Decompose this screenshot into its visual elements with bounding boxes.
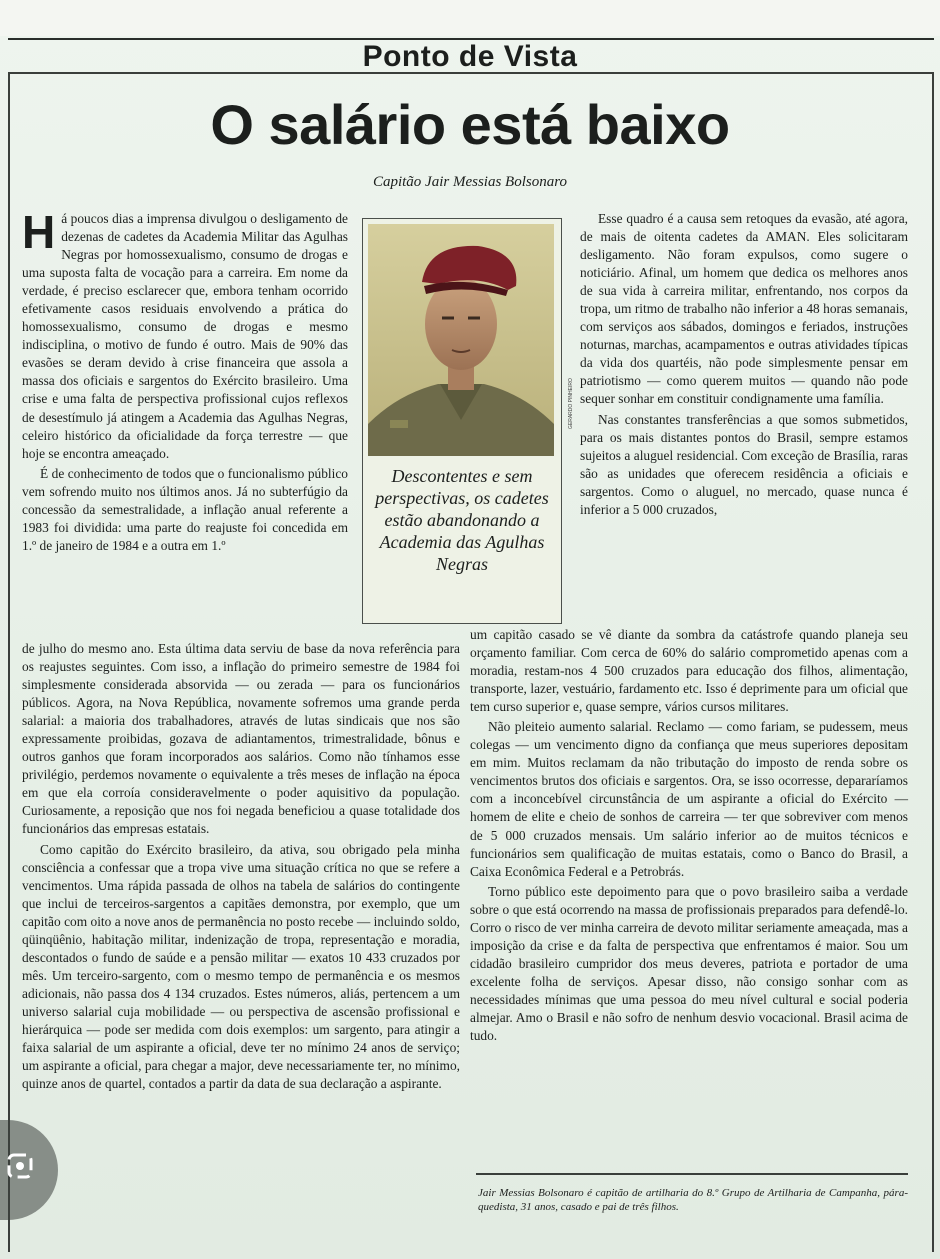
section-label: Ponto de Vista	[362, 40, 578, 73]
left-column	[22, 206, 348, 557]
paragraph-text: á poucos dias a imprensa divulgou o desligamento de dezenas de cadetes da Academia Militar das Agulhas Negras por homossexualismo, consumo de drogas e uma suposta falta de vocação para a carreira. Em nome da verdade, é preciso esclarecer que, embora tenham ocorrido efetivamente casos residuais envolvendo a prática do homossexualismo, consumo de drogas e mesmo indisciplina, o motivo de fundo é outro. Mais de 90% das evasões se deram devido à crise financeira que assola a massa dos oficiais e sargentos do Exército brasileiro. Uma crise e uma falta de perspectiva profissional cujos reflexos de desestímulo já atingem a Academia das Agulhas Negras, celeiro histórico da oficialidade da força terrestre — que hoje se encontra ameaçado.	[22, 211, 348, 461]
right-column	[580, 210, 908, 521]
photo-caption: Descontentes e sem perspectivas, os cadetes estão abandonando a Academia das Agulhas Negras	[375, 466, 549, 574]
photo-box	[362, 218, 562, 624]
share-lens-icon[interactable]	[4, 1150, 36, 1182]
paragraph: Esse quadro é a causa sem retoques da evasão, até agora, de mais de oitenta cadetes da AMAN. Eles solicitaram desligamento. Não foram expulsos, como sugere o noticiário. Afinal, um homem que dedica os melhores anos de sua vida à carreira militar, enfrentando, nos corpos da tropa, um ritmo de trabalho não inferior a 48 horas semanais, com serviços aos sábados, domingos e feriados, instruções noturnas, marchas, acampamentos e outras atividades típicas da vida dos quartéis, não pode simplesmente pensar em patriotismo — como querem muitos — quando não pode sequer sonhar em constituir condignamente uma família.	[580, 211, 908, 407]
lower-left-column	[22, 640, 460, 1095]
byline: Capitão Jair Messias Bolsonaro	[372, 174, 568, 190]
top-margin	[0, 0, 940, 36]
paragraph: Como capitão do Exército brasileiro, da ativa, sou obrigado pela minha consciência a confessar que a tropa vive uma situação crítica no que se refere a vencimentos. Uma rápida passada de olhos na tabela de salários do contingente que inclui de terceiros-sargentos a capitães demonstra, por exemplo, que um capitão com oito a nove anos de permanência no posto recebe — incluindo soldo, qüinqüênio, habitação militar, indenização de tropa, representação e moradia, descontados o fundo de saúde e a pensão militar — exatos 10 433 cruzados por mês. Um terceiro-sargento, com o mesmo tempo de permanência e os mesmos adicionais, não passa dos 4 134 cruzados. Estes números, aliás, pertencem a um universo salarial cuja mobilidade — ou perspectiva de ascensão profissional e hierárquica — pode ser medida com dois exemplos: um sargento, para atingir a faixa salarial de um aspirante a oficial, deve ter no mínimo 24 anos de serviço; um aspirante a oficial, para chegar a major, deve necessariamente ter, no mínimo, quinze anos de quartel, contados a partir da data de sua declaração a aspirante.	[22, 841, 460, 1092]
headline: O salário está baixo	[210, 93, 730, 156]
paragraph: Não pleiteio aumento salarial. Reclamo — como fariam, se pudessem, meus colegas — um vencimento digno da confiança que meus superiores depositam em mim. Muitos reclamam da não tributação do imposto de renda sobre os vencimentos brutos dos oficiais e sargentos. Ora, se isso ocorresse, depararíamos com a inconcebível circunstância de um aspirante a oficial do Exército — homem de elite e cheio de sonhos de carreira — ter que sobreviver com menos de 5 000 cruzados mensais. Um salário inferior ao de muitos técnicos e funcionários sem qualificação de muitas estatais, como o Banco do Brasil, a Caixa Econômica Federal e a Petrobrás.	[470, 719, 908, 879]
paragraph: Torno público este depoimento para que o povo brasileiro saiba a verdade sobre o que está ocorrendo na massa de profissionais preparados para defendê-lo. Corro o risco de ver minha carreira de devoto militar seriamente ameaçada, mas a imposição da crise e da falta de perspectiva que enfrentamos é maior. Sou um cidadão brasileiro cumpridor dos meus deveres, patriota e portador de uma excelente folha de serviços. Apesar disso, não consigo sonhar com as necessidades mínimas que uma pessoa do meu nível cultural e social poderia almejar. Amo o Brasil e não sofro de nenhum desvio vocacional. Brasil acima de tudo.	[470, 883, 908, 1044]
drop-cap: H	[22, 206, 56, 258]
paragraph	[22, 206, 348, 463]
paragraph: É de conhecimento de todos que o funcionalismo público vem sofrendo muito nos últimos anos. Já no subterfúgio da concessão da semestralidade, a inflação anual referente a 1983 foi dividida: uma parte do reajuste foi concedida em 1.º de janeiro de 1984 e a outra em 1.º	[22, 465, 348, 553]
photo-credit: GERARDO PINHEIRO	[568, 378, 574, 429]
paragraph: Nas constantes transferências a que somos submetidos, para os mais distantes pontos do Brasil, sempre estamos sujeitos a aluguel residencial. Com exceção de Brasília, raras são as unidades que oferecem residência a oficiais e sargentos. Como o aluguel, no mercado, quase nunca é inferior a 5 000 cruzados,	[580, 411, 908, 517]
author-bio: Jair Messias Bolsonaro é capitão de artilharia do 8.º Grupo de Artilharia de Campanha, pára-quedista, 31 anos, casado e pai de três filhos.	[478, 1187, 908, 1213]
paragraph: de julho do mesmo ano. Esta última data serviu de base da nova referência para os reajustes seguintes. Com isso, a inflação do primeiro semestre de 1984 foi simplesmente considerada absorvida — ou zerada — para os funcionários públicos. Agora, na Nova República, novamente sofremos uma grande perda salarial: a maioria dos trabalhadores, através de lutas sindicais que nos são expressamente proibidas, gozava de adiantamentos, trimestralidade, bônus e outros ganhos que foram incorporados aos salários. Como não tínhamos esse privilégio, perdemos novamente o equivalente a três meses de inflação na época em que ela corroía consideravelmente o poder aquisitivo da população. Curiosamente, a reposição que nos foi negada beneficiou a quase totalidade dos funcionários das empresas estatais.	[22, 641, 460, 837]
lower-right-column	[470, 626, 908, 1047]
bio-rule	[476, 1173, 908, 1175]
portrait-illustration	[368, 224, 554, 456]
lens-glyph	[4, 1150, 36, 1182]
paragraph: um capitão casado se vê diante da sombra da catástrofe quando planeja seu orçamento familiar. Com cerca de 60% do salário comprometido apenas com a moradia, restam-nos 4 500 cruzados para educação dos filhos, alimentação, transporte, lazer, vestuário, fardamento etc. Isso é deprimente para um oficial que tem curso superior e, quase sempre, vários cursos militares.	[470, 627, 908, 715]
soldier-portrait-photo	[368, 224, 554, 456]
